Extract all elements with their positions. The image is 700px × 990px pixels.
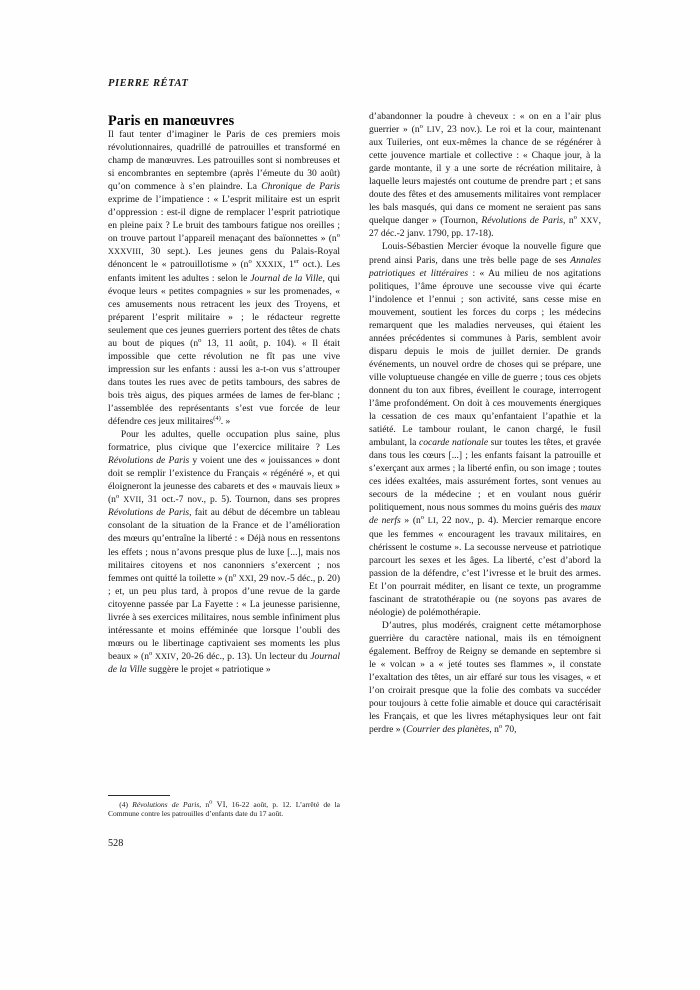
footnote-separator-rule [108, 795, 170, 796]
paragraph: Louis-Sébastien Mercier évoque la nouvelle figure que prend ainsi Paris, dans une très belle page de ses Annales patriotiques et littéraires : « Au milieu de nos agitations politiques, l’âme éprouve une secousse vive qui écarte l’indolence et l’ennui ; son activité, sans cesse mise en mouvement, soutient les forces du corps ; les médecins remarquent que les maladies nerveuses, qui étaient les années précédentes si communes à Paris, semblent avoir disparu depuis le mois de juillet dernier. De grands événements, un nouvel ordre de choses qui se prépare, une ville voluptueuse changée en ville de guerre ; tous ces objets donnent du ton aux fibres, éveillent le courage, interrogent l’âme profondément. On doit à ces mouvements énergiques la cessation de ces maux qu’enfantaient l’apathie et la satiété. Le tambour roulant, le canon chargé, le fusil ambulant, la cocarde nationale sur toutes les têtes, et gravée dans tous les cœurs [...] ; les enfants faisant la patrouille et s’exerçant aux armes ; la liberté enfin, ou son image ; toutes ces idées exaltées, mais assurément fortes, sont venues au secours de la médecine ; et en voulant nous guérir politiquement, nous nous sommes du moins guéris des maux de nerfs » ($n^o$ LI, 22 nov., p. 4). Mercier remarque encore que les femmes « encouragent les travaux militaires, en chérissent le costume ». La secousse nerveuse et patriotique parcourt les sexes et les âges. La liberté, c’est d’abord la passion de la défendre, c’est l’ivresse et le bruit des armes. Et l’on pourrait méditer, en lisant ce texte, un programme fascinant de stratothérapie ou (ne soyons pas avares de néologie) de polémothérapie. [369, 241, 602, 618]
page-title: Paris en manœuvres [108, 112, 235, 129]
running-head-author: PIERRE RÉTAT [108, 78, 189, 89]
paragraph: D’autres, plus modérés, craignent cette métamorphose guerrière du caractère national, mais ils en témoignent également. Beffroy de Reigny se demande en septembre si le « volcan » a « jeté toutes ses flammes », il constate l’exaltation des têtes, un air effaré sur tous les visages, « et l’on croirait presque que la folie des combats va succéder pour toujours à cette folie aimable et douce qui caractérisait les Français, et que les livres métaphysiques leur ont fait perdre » (Courrier des planètes, $n^o$ 70, [369, 619, 601, 736]
page-number: 528 [108, 838, 124, 849]
column-right [369, 110, 601, 736]
column-left [108, 128, 340, 676]
footnote-text: (4) Révolutions de Paris, no VI, 16-22 août, p. 12. L’arrêté de la Commune contre les patrouilles d’enfants date du 17 août. [108, 798, 341, 819]
footnote-block [108, 795, 340, 819]
paragraph: d’abandonner la poudre à cheveux : « on en a l’air plus guerrier » ($n^o$ LIV, 23 nov.). Le roi et la cour, maintenant aux Tuileries, ont eux-mêmes la chance de se régénérer à cette jouvence martiale et collective : « Chaque jour, à la garde montante, il y a une sorte de récréation militaire, à laquelle leurs majestés ont coutume de prendre part ; et sans doute des fêtes et des amusements militaires vont remplacer les bals masqués, qui dans ce moment ne seraient pas sans quelque danger » (Tournon, Révolutions de Paris, $n^o$ XXV, 27 déc.-2 janv. 1790, pp. 17-18). [369, 111, 602, 240]
paragraph: Il faut tenter d’imaginer le Paris de ces premiers mois révolutionnaires, quadrillé de patrouilles et transformé en champ de manœuvres. Les patrouilles sont si nombreuses et si encombrantes en septembre (après l’émeute du 30 août) qu’on commence à s’en plaindre. La Chronique de Paris exprime de l’impatience : « L’esprit militaire est un esprit d’oppression : est-il digne de remplacer l’esprit patriotique en pleine paix ? Le bruit des tambours fatigue nos oreilles ; on trouve partout l’appareil menaçant des baïonnettes » ($n^o$ XXXVIII, 30 sept.). Les jeunes gens du Palais-Royal dénoncent le « patrouillotisme » ($n^o$ XXXIX, 1er oct.). Les enfants imitent les adultes : selon le Journal de la Ville, qui évoque leurs « petites compagnies » sur les promenades, « ces amusements nous retracent les jeux des Troyens, et préparent l’esprit militaire » ; le rédacteur regrette seulement que ces jeunes guerriers portent des têtes de chats au bout de piques ($n^o$ 13, 11 août, p. 104). « Il était impossible que cette révolution ne fît pas une vive impression sur les enfants : aussi les a-t-on vus s’attrouper dans toutes les rues avec de petits tambours, des sabres de bois très aigus, des piques armées de lames de fer-blanc ; l’assemblée des représentants s’est vue forcée de leur défendre ces jeux militaires$^{(4)}$. » [108, 129, 340, 428]
paragraph: Pour les adultes, quelle occupation plus saine, plus formatrice, plus civique que l’exercice militaire ? Les Révolutions de Paris y voient une des « jouissances » dont doit se remplir l’existence du Français « régénéré », et qui éloigneront la jeunesse des cabarets et des « mauvais lieux » ($n^o$ XVII, 31 oct.-7 nov., p. 5). Tournon, dans ses propres Révolutions de Paris, fait au début de décembre un tableau consolant de la situation de la France et de l’amélioration des mœurs qu’entraîne la liberté : « Déjà nous en ressentons les effets ; nous n’avons presque plus de luxe [...], mais nos militaires citoyens et nos canonniers s’exercent ; nos femmes ont quitté la toilette » ($n^o$ XXI, 29 nov.-5 déc., p. 20) ; et, un peu plus tard, à propos d’une revue de la garde citoyenne passée par La Fayette : « La jeunesse parisienne, livrée à ses exercices militaires, nous semble infiniment plus intéressante et moins efféminée que lorsque l’oubli des mœurs ou le libertinage captivaient ses moments les plus beaux » ($n^o$ XXIV, 20-26 déc., p. 13). Un lecteur du Journal de la Ville suggère le projet « patriotique » [108, 429, 341, 675]
